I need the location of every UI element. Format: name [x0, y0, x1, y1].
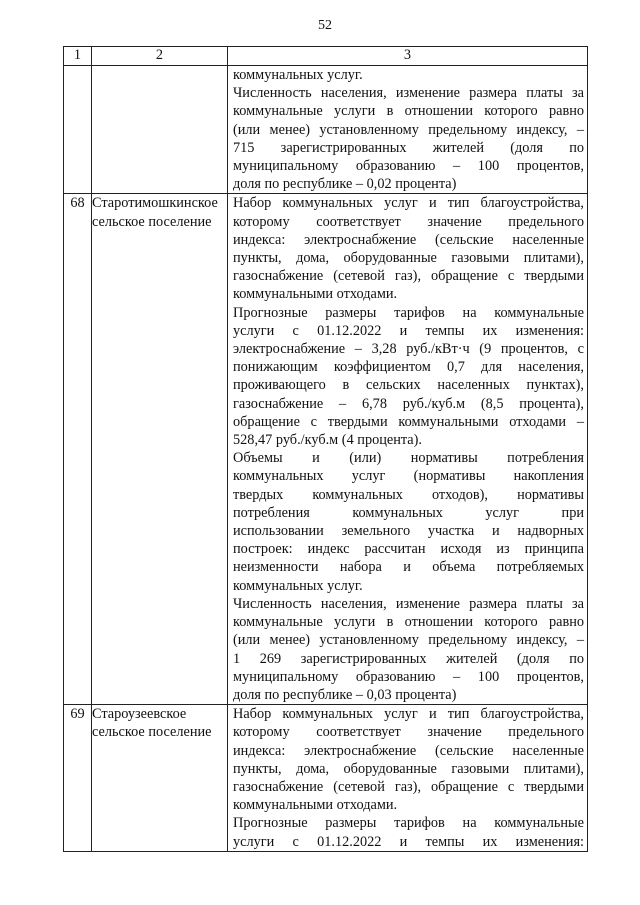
text-line: газоснабжение (сетевой газ), обращение с твердыми [233, 778, 584, 795]
settlement-name-line: Староузеевское [92, 706, 187, 723]
text-line: Набор коммунальных услуг и тип благоустройства, [233, 195, 584, 212]
description-cell [228, 66, 588, 194]
table-row [64, 705, 588, 852]
text-line: коммунальных услуг. [233, 577, 363, 594]
page-number: 52 [318, 18, 332, 33]
text-line: индекса: электроснабжение (сельские населенные [233, 231, 584, 248]
text-line: доля по республике – 0,02 процента) [233, 176, 457, 193]
text-line: (или менее) установленному предельному индексу, – [233, 121, 584, 138]
text-line: коммунальные услуги в отношении которого равно [233, 614, 584, 631]
table-row [64, 66, 588, 194]
text-line: Объемы и (или) нормативы потребления [233, 450, 584, 467]
text-line: Набор коммунальных услуг и тип благоустройства, [233, 706, 584, 723]
settlement-name [92, 66, 228, 194]
row-number: 69 [64, 705, 92, 852]
settlement-name-line: сельское поселение [92, 213, 212, 230]
row-number: 68 [64, 194, 92, 705]
text-line: использовании земельного участка и надворных [233, 523, 584, 540]
text-line: газоснабжение – 6,78 руб./куб.м (8,5 процента), [233, 395, 584, 412]
text-line: которому соответствует значение предельного [233, 724, 584, 741]
text-line: 528,47 руб./куб.м (4 процента). [233, 432, 422, 449]
text-line: которому соответствует значение предельного [233, 213, 584, 230]
text-line: проживающего в сельских населенных пунктах), [233, 377, 584, 394]
text-line: построек: индекс рассчитан исходя из принципа [233, 541, 584, 558]
tariff-table [63, 46, 588, 852]
text-line: пункты, дома, оборудованные газовыми плитами), [233, 760, 584, 777]
text-line: услуги с 01.12.2022 и темпы их изменения: [233, 833, 584, 850]
column-header-description: 3 [228, 47, 588, 66]
column-header-number: 1 [64, 47, 92, 66]
text-line: коммунальных услуг (нормативы накопления [233, 468, 584, 485]
settlement-name [92, 194, 228, 705]
text-line: Прогнозные размеры тарифов на коммунальные [233, 815, 584, 832]
text-line: (или менее) установленному предельному индексу, – [233, 632, 584, 649]
text-line: твердых коммунальных отходов), нормативы [233, 486, 584, 503]
text-line: Численность населения, изменение размера платы за [233, 595, 584, 612]
text-line: 1 269 зарегистрированных жителей (доля по [233, 650, 584, 667]
settlement-name-line: сельское поселение [92, 724, 212, 741]
settlement-name-line: Старотимошкинское [92, 195, 218, 212]
text-line: газоснабжение (сетевой газ), обращение с твердыми [233, 268, 584, 285]
text-line: электроснабжение – 3,28 руб./кВт·ч (9 процентов, с [233, 341, 584, 358]
description-cell [228, 705, 588, 852]
table-header-row [64, 47, 588, 66]
text-line: обращение с твердыми коммунальными отходами – [233, 413, 584, 430]
text-line: индекса: электроснабжение (сельские населенные [233, 742, 584, 759]
column-header-settlement: 2 [92, 47, 228, 66]
text-line: коммунальных услуг. [233, 67, 363, 83]
text-line: муниципальному образованию – 100 процентов, [233, 158, 584, 175]
text-line: пункты, дома, оборудованные газовыми плитами), [233, 250, 584, 267]
settlement-name [92, 705, 228, 852]
text-line: понижающим коэффициентом 0,7 для населения, [233, 359, 584, 376]
text-line: услуги с 01.12.2022 и темпы их изменения: [233, 322, 584, 339]
description-cell [228, 194, 588, 705]
text-line: 715 зарегистрированных жителей (доля по [233, 139, 584, 156]
text-line: Численность населения, изменение размера платы за [233, 85, 584, 102]
text-line: доля по республике – 0,03 процента) [233, 686, 457, 703]
text-line: коммунальными отходами. [233, 286, 398, 303]
text-line: коммунальными отходами. [233, 797, 398, 814]
text-line: коммунальные услуги в отношении которого равно [233, 103, 584, 120]
text-line: муниципальному образованию – 100 процентов, [233, 668, 584, 685]
row-number [64, 66, 92, 194]
text-line: Прогнозные размеры тарифов на коммунальные [233, 304, 584, 321]
table-row [64, 194, 588, 705]
text-line: неизменности набора и объема потребляемых [233, 559, 584, 576]
text-line: потребления коммунальных услуг при [233, 504, 584, 521]
